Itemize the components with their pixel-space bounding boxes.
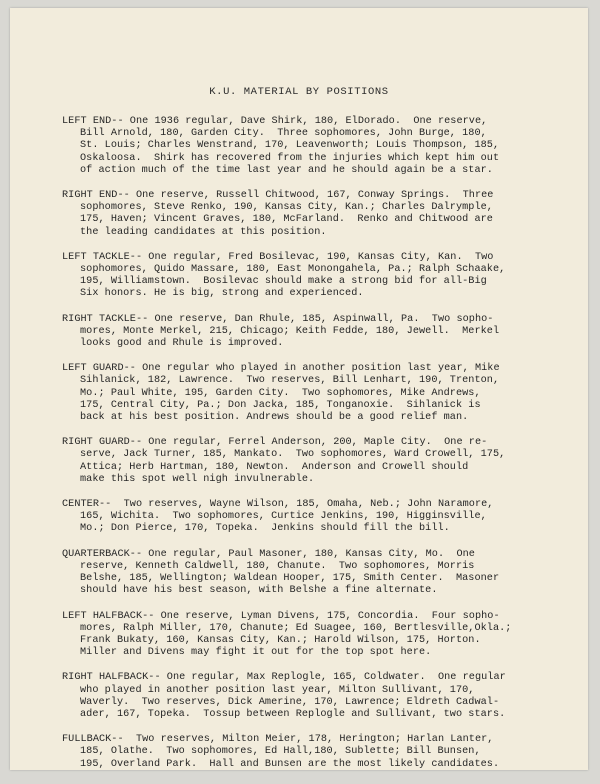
entry-text-line: Mo.; Don Pierce, 170, Topeka. Jenkins should fill the bill. xyxy=(80,523,450,535)
entry-heading-line: FULLBACK-- Two reserves, Milton Meier, 178, Herington; Harlan Lanter, xyxy=(62,734,494,746)
entry-text-line: Attica; Herb Hartman, 180, Newton. Anderson and Crowell should xyxy=(80,461,469,473)
entry-text-line: ader, 167, Topeka. Tossup between Replogle and Sullivant, two stars. xyxy=(80,708,506,720)
entry-text-line: Miller and Divens may fight it out for the top spot here. xyxy=(80,647,432,659)
position-entry xyxy=(62,363,562,424)
entry-text-line: Belshe, 185, Wellington; Waldean Hooper, 175, Smith Center. Masoner xyxy=(80,573,500,585)
entry-text-line: Bill Arnold, 180, Garden City. Three sophomores, John Burge, 180, xyxy=(80,128,487,140)
entry-text-line: 195, Williamstown. Bosilevac should make a strong bid for all-Big xyxy=(80,276,487,288)
position-entry xyxy=(62,611,562,660)
entry-text-line: 195, Overland Park. Hall and Bunsen are the most likely candidates. xyxy=(80,758,500,770)
entry-text-line: serve, Jack Turner, 185, Mankato. Two sophomores, Ward Crowell, 175, xyxy=(80,449,506,461)
position-entry xyxy=(62,734,562,771)
entry-text-line: make this spot well nigh invulnerable. xyxy=(80,473,315,485)
entry-text-line: reserve, Kenneth Caldwell, 180, Chanute. Two sophomores, Morris xyxy=(80,560,475,572)
position-entry xyxy=(62,672,562,721)
entry-heading-line: RIGHT END-- One reserve, Russell Chitwood, 167, Conway Springs. Three xyxy=(62,190,494,202)
entry-text-line: mores, Monte Merkel, 215, Chicago; Keith Fedde, 180, Jewell. Merkel xyxy=(80,325,500,337)
entry-heading-line: LEFT END-- One 1936 regular, Dave Shirk, 180, ElDorado. One reserve, xyxy=(62,116,488,127)
entry-text-line: 185, Olathe. Two sophomores, Ed Hall,180, Sublette; Bill Bunsen, xyxy=(80,746,481,758)
entry-heading-line: QUARTERBACK-- One regular, Paul Masoner, 180, Kansas City, Mo. One xyxy=(62,548,475,560)
entry-heading-line: LEFT TACKLE-- One regular, Fred Bosilevac, 190, Kansas City, Kan. Two xyxy=(62,251,494,263)
entry-text-line: of action much of the time last year and he should again be a star. xyxy=(80,164,493,176)
position-entry xyxy=(62,499,562,536)
entry-heading-line: RIGHT HALFBACK-- One regular, Max Replogle, 165, Coldwater. One regular xyxy=(62,672,506,684)
entry-text-line: Waverly. Two reserves, Dick Amerine, 170, Lawrence; Eldreth Cadwal- xyxy=(80,696,500,708)
entry-heading-line: LEFT GUARD-- One regular who played in another position last year, Mike xyxy=(62,363,500,375)
entry-text-line: the leading candidates at this position. xyxy=(80,226,327,238)
entry-heading-line: RIGHT TACKLE-- One reserve, Dan Rhule, 185, Aspinwall, Pa. Two sopho- xyxy=(62,313,494,325)
entry-text-line: 175, Central City, Pa.; Don Jacka, 185, Tonganoxie. Sihlanick is xyxy=(80,399,481,411)
entry-text-line: Six honors. He is big, strong and experienced. xyxy=(80,288,364,300)
position-entry xyxy=(62,437,562,486)
entry-text-line: Frank Bukaty, 160, Kansas City, Kan.; Harold Wilson, 175, Horton. xyxy=(80,634,481,646)
entry-text-line: 175, Haven; Vincent Graves, 180, McFarland. Renko and Chitwood are xyxy=(80,214,493,226)
entry-text-line: sophomores, Steve Renko, 190, Kansas City, Kan.; Charles Dalrymple, xyxy=(80,202,493,214)
position-entry xyxy=(62,190,562,239)
position-list xyxy=(62,116,562,784)
entry-text-line: sophomores, Quido Massare, 180, East Monongahela, Pa.; Ralph Schaake, xyxy=(80,264,506,276)
page-title: K.U. MATERIAL BY POSITIONS xyxy=(209,86,389,98)
entry-text-line: who played in another position last year, Milton Sullivant, 170, xyxy=(80,684,475,696)
entry-text-line: St. Louis; Charles Wenstrand, 170, Leavenworth; Louis Thompson, 185, xyxy=(80,140,500,152)
position-entry xyxy=(62,116,562,177)
entry-text-line: should have his best season, with Belshe a fine alternate. xyxy=(80,585,438,597)
entry-text-line: Mo.; Paul White, 195, Garden City. Two sophomores, Mike Andrews, xyxy=(80,387,481,399)
document-page xyxy=(10,8,588,770)
position-entry xyxy=(62,314,562,351)
entry-heading-line: LEFT HALFBACK-- One reserve, Lyman Divens, 175, Concordia. Four sopho- xyxy=(62,610,500,622)
position-entry xyxy=(62,549,562,598)
entry-text-line: mores, Ralph Miller, 170, Chanute; Ed Suagee, 160, Bertlesville,Okla.; xyxy=(80,622,512,634)
position-entry xyxy=(62,252,562,301)
entry-text-line: 165, Wichita. Two sophomores, Curtice Jenkins, 190, Higginsville, xyxy=(80,511,487,523)
entry-text-line: Oskaloosa. Shirk has recovered from the injuries which kept him out xyxy=(80,152,500,164)
entry-text-line: looks good and Rhule is improved. xyxy=(80,338,284,350)
entry-text-line: back at his best position. Andrews should be a good relief man. xyxy=(80,412,469,424)
entry-heading-line: RIGHT GUARD-- One regular, Ferrel Anderson, 200, Maple City. One re- xyxy=(62,437,488,449)
entry-heading-line: CENTER-- Two reserves, Wayne Wilson, 185, Omaha, Neb.; John Naramore, xyxy=(62,499,494,511)
entry-text-line: Sihlanick, 182, Lawrence. Two reserves, Bill Lenhart, 190, Trenton, xyxy=(80,375,500,387)
